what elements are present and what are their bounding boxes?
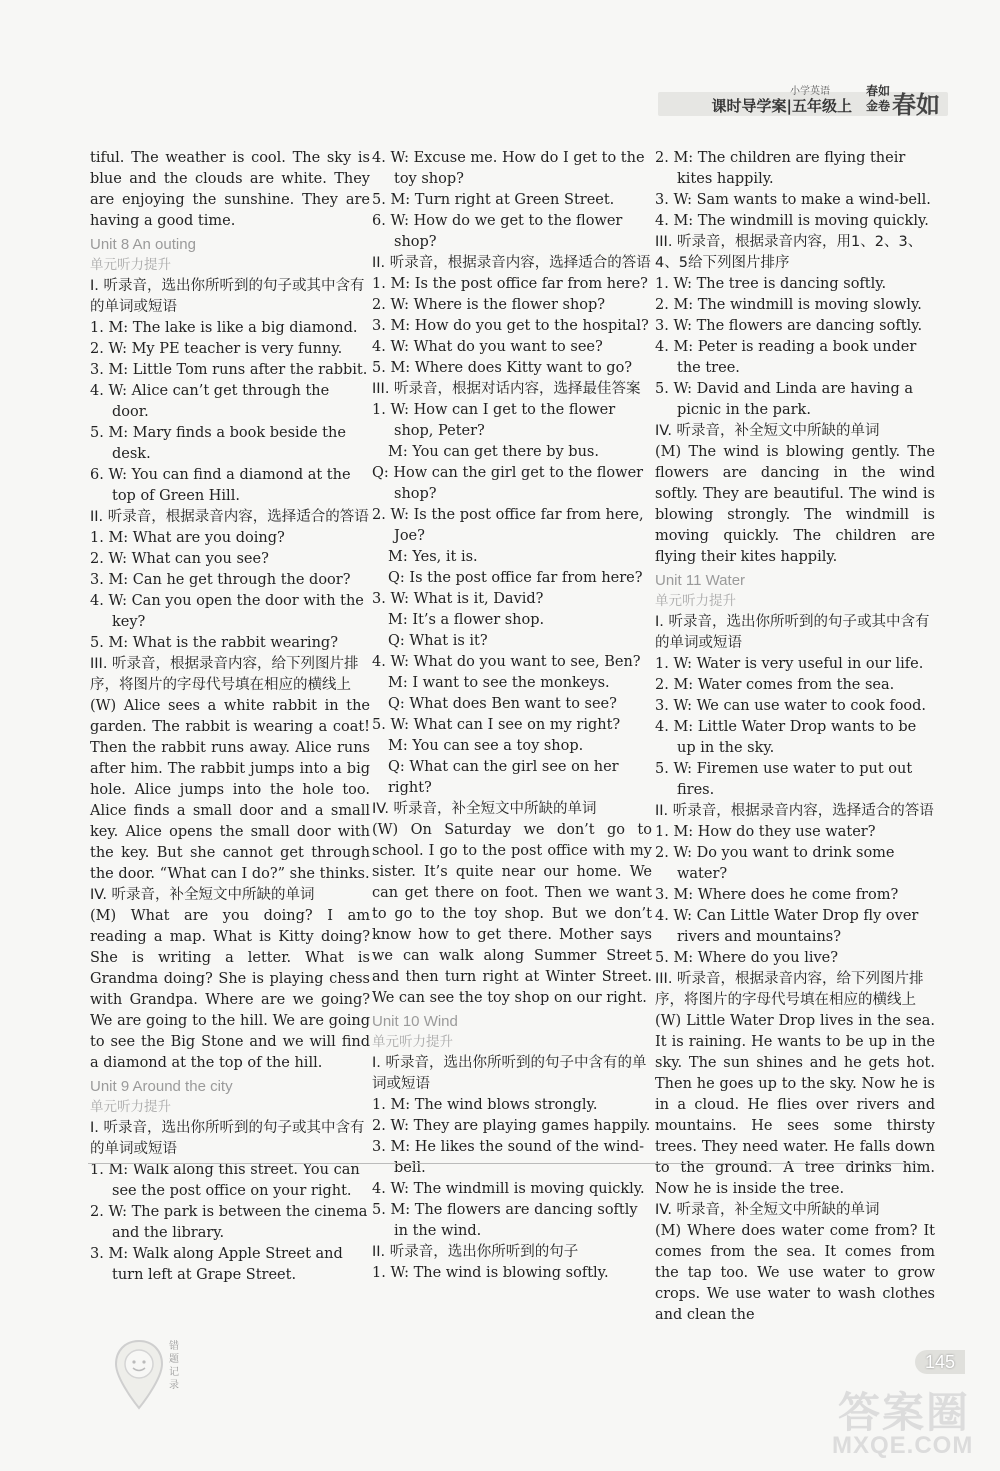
column-3-paragraph: (W) Little Water Drop lives in the sea. It is raining. He wants to be up in the sky. The sun shines and he gets hot. Then he goes up to the sky. Now he is in a cloud. He flies over rivers and mountains. He sees some thirsty trees. They need water. He falls down to the ground. A tree drinks him. Now he is inside the tree. (655, 1013, 935, 1197)
column-1-unit-heading: Unit 8 An outing (90, 236, 196, 253)
page-header (648, 82, 948, 122)
column-2-dialogue-line: 1. M: Is the post office far from here? (372, 276, 648, 292)
column-2-dialogue-line: 2. W: Is the post office far from here, Joe? (372, 507, 644, 544)
column-3-dialogue-line: 3. W: We can use water to cook food. (655, 698, 927, 714)
column-1-exercise-instruction: IV. 听录音，补全短文中所缺的单词 (90, 887, 315, 903)
column-3-exercise-instruction: IV. 听录音，补全短文中所缺的单词 (655, 423, 880, 439)
column-2-dialogue-line: 5. M: Turn right at Green Street. (372, 192, 615, 208)
column-2-exercise-instruction: IV. 听录音，补全短文中所缺的单词 (372, 801, 597, 817)
column-1-dialogue-line: 2. W: My PE teacher is very funny. (90, 341, 343, 357)
text-column-1 (90, 148, 370, 1286)
column-1-section-subtitle: 单元听力提升 (90, 1099, 171, 1115)
text-column-3 (655, 148, 935, 1326)
column-2-dialogue-line: 4. W: What do you want to see? (372, 339, 603, 355)
column-2-exercise-instruction: I. 听录音，选出你所听到的句子中含有的单词或短语 (372, 1055, 647, 1092)
column-1-dialogue-line: 1. M: Walk along this street. You can see the post office on your right. (90, 1162, 360, 1199)
column-2-unit-heading: Unit 10 Wind (372, 1013, 458, 1030)
column-2-section-subtitle: 单元听力提升 (372, 1034, 453, 1050)
header-brand-bottom: 金卷 (865, 99, 890, 113)
column-3-dialogue-line: 1. W: The tree is dancing softly. (655, 276, 887, 292)
column-3-dialogue-line: 5. W: David and Linda are having a picnic in the park. (655, 381, 914, 418)
column-3-dialogue-line: 2. W: Do you want to drink some water? (655, 845, 895, 882)
column-2-dialogue-line: 4. W: The windmill is moving quickly. (372, 1181, 645, 1197)
column-1-dialogue-line: 4. W: Alice can’t get through the door. (90, 383, 330, 420)
column-3-dialogue-line: 4. M: Little Water Drop wants to be up in the sky. (655, 719, 917, 756)
watermark-url: MXQE.COM (832, 1432, 974, 1459)
column-2-dialogue-line: 5. M: The flowers are dancing softly in the wind. (372, 1202, 638, 1239)
header-brand (866, 84, 890, 114)
column-3-exercise-instruction: III. 听录音，根据录音内容，给下列图片排序，将图片的字母代号填在相应的横线上 (655, 971, 924, 1008)
page-number: 145 (915, 1350, 965, 1374)
column-3-exercise-instruction: IV. 听录音，补全短文中所缺的单词 (655, 1202, 880, 1218)
text-column-2 (372, 148, 652, 1284)
column-1-dialogue-line: 1. M: The lake is like a big diamond. (90, 320, 358, 336)
column-1-exercise-instruction: II. 听录音，根据录音内容，选择适合的答语 (90, 509, 369, 525)
column-2-dialogue-line: M: You can see a toy shop. (388, 738, 584, 754)
column-3-dialogue-line: 2. M: The children are flying their kites happily. (655, 150, 906, 187)
column-3-dialogue-line: 5. M: Where do you live? (655, 950, 839, 966)
column-1-dialogue-line: 5. M: Mary finds a book beside the desk. (90, 425, 346, 462)
column-1-dialogue-line: 2. W: The park is between the cinema and the library. (90, 1204, 368, 1241)
column-2-exercise-instruction: II. 听录音，根据录音内容，选择适合的答语 (372, 255, 651, 271)
column-2-dialogue-line: 4. W: What do you want to see, Ben? (372, 654, 641, 670)
column-2-dialogue-line: 1. W: The wind is blowing softly. (372, 1265, 609, 1281)
column-3-exercise-instruction: I. 听录音，选出你所听到的句子或其中含有的单词或短语 (655, 614, 930, 651)
column-2-dialogue-line: Q: How can the girl get to the flower shop? (372, 465, 644, 502)
column-1-exercise-instruction: I. 听录音，选出你所听到的句子或其中含有的单词或短语 (90, 278, 365, 315)
column-1-unit-heading: Unit 9 Around the city (90, 1078, 233, 1095)
column-2-dialogue-line: M: It’s a flower shop. (388, 612, 545, 628)
column-2-paragraph: (W) On Saturday we don’t go to school. I go to the post office with my sister. It’s quite near our home. We can get there on foot. Then we want to go to the toy shop. But we don’t know how to get there. Mother says we can walk along Summer Street and then turn right at Winter Street. We can see the toy shop on our right. (372, 822, 652, 1006)
column-2-dialogue-line: Q: What can the girl see on her right? (388, 759, 619, 796)
column-3-dialogue-line: 2. M: Water comes from the sea. (655, 677, 895, 693)
column-3-dialogue-line: 4. M: The windmill is moving quickly. (655, 213, 929, 229)
column-1-dialogue-line: 3. M: Little Tom runs after the rabbit. (90, 362, 368, 378)
column-3-exercise-instruction: III. 听录音，根据录音内容，用1、2、3、4、5给下列图片排序 (655, 234, 923, 271)
column-3-dialogue-line: 4. M: Peter is reading a book under the tree. (655, 339, 917, 376)
brand-logo: 春如 (892, 90, 940, 119)
column-3-unit-heading: Unit 11 Water (655, 572, 746, 589)
column-3-dialogue-line: 1. M: How do they use water? (655, 824, 876, 840)
column-2-dialogue-line: M: Yes, it is. (388, 549, 478, 565)
column-1-dialogue-line: 4. W: Can you open the door with the key? (90, 593, 364, 630)
column-1-dialogue-line: 6. W: You can find a diamond at the top of Green Hill. (90, 467, 351, 504)
column-1-exercise-instruction: III. 听录音，根据录音内容，给下列图片排序，将图片的字母代号填在相应的横线上 (90, 656, 359, 693)
column-1-dialogue-line: 2. W: What can you see? (90, 551, 269, 567)
column-3-paragraph: (M) Where does water come from? It comes from the sea. It comes from the tap too. We use water to grow crops. We use water to wash clothes and clean the (655, 1223, 935, 1323)
header-brand-top: 春如 (865, 84, 890, 98)
column-3-dialogue-line: 4. W: Can Little Water Drop fly over rivers and mountains? (655, 908, 919, 945)
column-2-dialogue-line: 5. M: Where does Kitty want to go? (372, 360, 633, 376)
column-3-paragraph: (M) The wind is blowing gently. The flowers are dancing in the wind softly. They are beautiful. The wind is blowing strongly. The windmill is moving quickly. The children are flying their kites happily. (655, 444, 935, 565)
column-2-exercise-instruction: III. 听录音，根据对话内容，选择最佳答案 (372, 381, 641, 397)
column-2-dialogue-line: M: I want to see the monkeys. (388, 675, 610, 691)
column-2-exercise-instruction: II. 听录音，选出你所听到的句子 (372, 1244, 579, 1260)
column-3-dialogue-line: 3. W: Sam wants to make a wind-bell. (655, 192, 931, 208)
column-2-dialogue-line: 3. W: What is it, David? (372, 591, 544, 607)
column-2-dialogue-line: 3. M: How do you get to the hospital? (372, 318, 649, 334)
column-2-dialogue-line: 3. M: He likes the sound of the wind-bell. (372, 1139, 645, 1176)
column-2-dialogue-line: M: You can get there by bus. (388, 444, 599, 460)
column-3-exercise-instruction: II. 听录音，根据录音内容，选择适合的答语 (655, 803, 934, 819)
column-3-dialogue-line: 3. W: The flowers are dancing softly. (655, 318, 923, 334)
column-1-dialogue-line: 3. M: Walk along Apple Street and turn left at Grape Street. (90, 1246, 343, 1283)
column-1-paragraph: (W) Alice sees a white rabbit in the garden. The rabbit is wearing a coat! Then the rabbit runs away. Alice runs after him. The rabbit jumps into a big hole. Alice jumps into the hole too. Alice finds a small door and a small key. Alice opens the small door with the key. But she cannot get through the door. “What can I do?” she thinks. (90, 698, 370, 882)
column-2-dialogue-line: Q: What is it? (388, 633, 488, 649)
column-2-dialogue-line: 1. M: The wind blows strongly. (372, 1097, 598, 1113)
map-pin-icon (113, 1338, 165, 1412)
column-1-dialogue-line: 5. M: What is the rabbit wearing? (90, 635, 338, 651)
column-2-dialogue-line: 2. W: They are playing games happily. (372, 1118, 651, 1134)
header-subject: 小学英语 (790, 86, 830, 97)
column-2-dialogue-line: 2. W: Where is the flower shop? (372, 297, 606, 313)
column-2-dialogue-line: Q: Is the post office far from here? (388, 570, 643, 586)
column-3-dialogue-line: 1. W: Water is very useful in our life. (655, 656, 924, 672)
column-3-section-subtitle: 单元听力提升 (655, 593, 736, 609)
column-3-dialogue-line: 5. W: Firemen use water to put out fires. (655, 761, 913, 798)
column-1-paragraph: (M) What are you doing? I am reading a map. What is Kitty doing? She is writing a letter. What is Grandma doing? She is playing chess with Grandpa. Where are we going? We are going to the hill. We are going to see the Big Stone and we will find a diamond at the top of the hill. (90, 908, 370, 1071)
column-2-dialogue-line: Q: What does Ben want to see? (388, 696, 617, 712)
divider-line (88, 1163, 918, 1164)
column-2-dialogue-line: 5. W: What can I see on my right? (372, 717, 621, 733)
column-3-dialogue-line: 3. M: Where does he come from? (655, 887, 899, 903)
watermark-text: 答案圈 (838, 1388, 971, 1437)
column-1-dialogue-line: 1. M: What are you doing? (90, 530, 285, 546)
column-1-dialogue-line: 3. M: Can he get through the door? (90, 572, 351, 588)
column-1-section-subtitle: 单元听力提升 (90, 257, 171, 273)
column-3-dialogue-line: 2. M: The windmill is moving slowly. (655, 297, 922, 313)
column-2-dialogue-line: 1. W: How can I get to the flower shop, Peter? (372, 402, 616, 439)
column-2-dialogue-line: 6. W: How do we get to the flower shop? (372, 213, 623, 250)
column-2-dialogue-line: 4. W: Excuse me. How do I get to the toy shop? (372, 150, 645, 187)
column-1-exercise-instruction: I. 听录音，选出你所听到的句子或其中含有的单词或短语 (90, 1120, 365, 1157)
column-1-paragraph: tiful. The weather is cool. The sky is blue and the clouds are white. They are enjoying the sunshine. They are having a good time. (90, 150, 370, 229)
header-book-title: 课时导学案|五年级上 (711, 97, 852, 115)
mistake-record-label: 错题记录 (169, 1341, 179, 1391)
